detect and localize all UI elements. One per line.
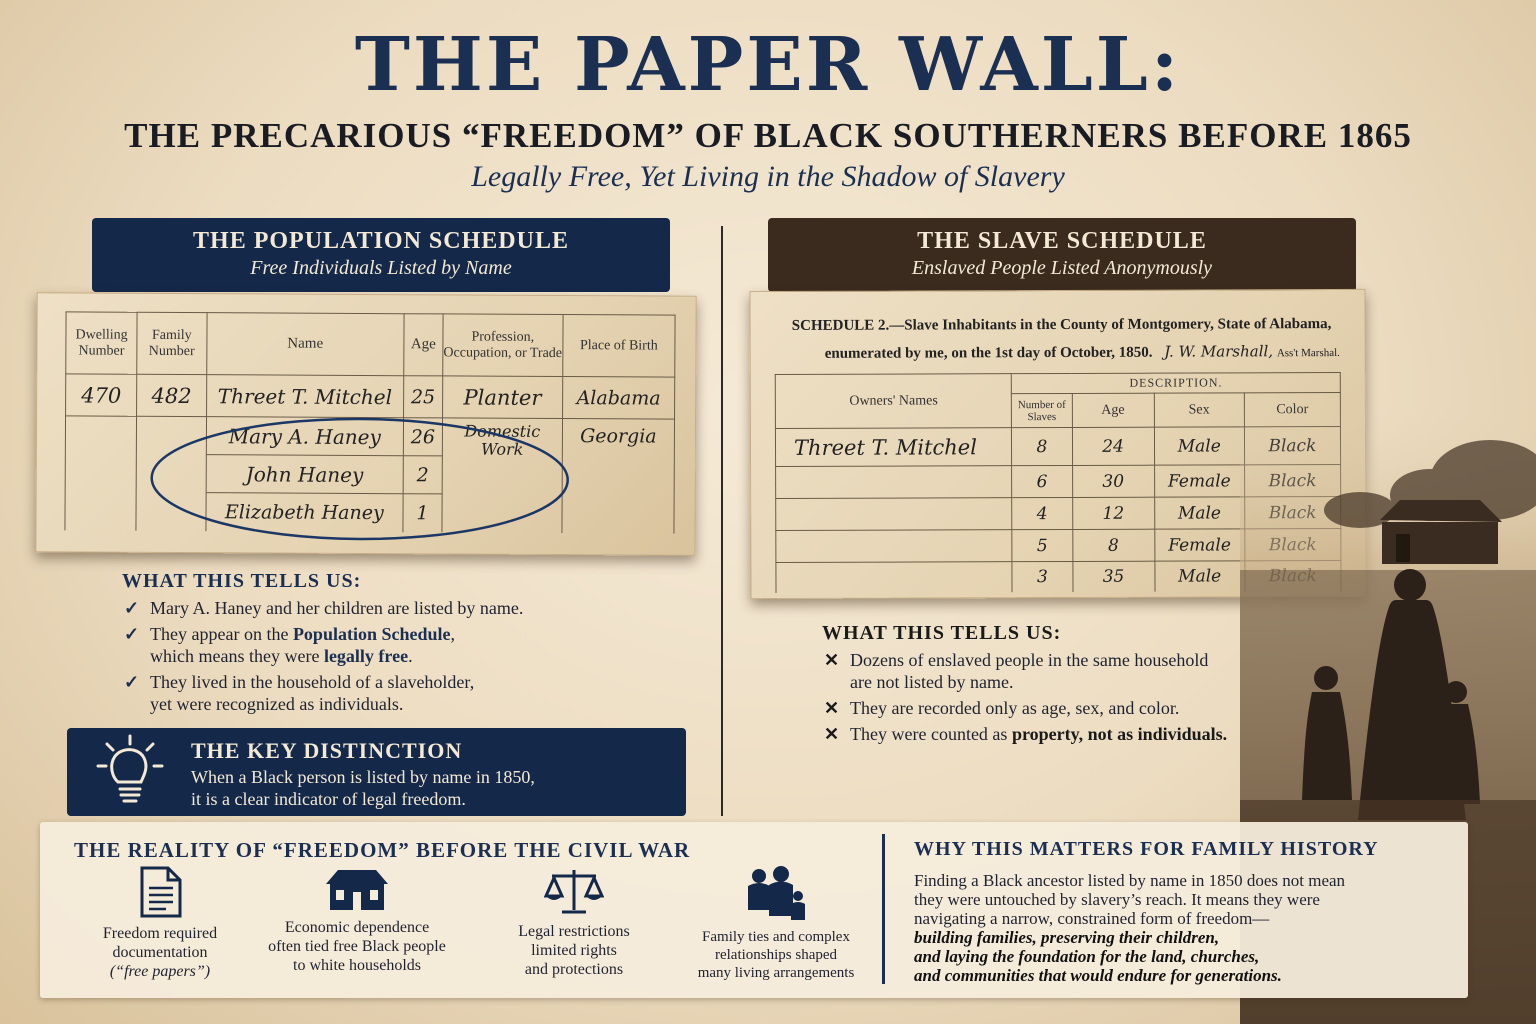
house-icon [322, 866, 392, 912]
slave-title: THE SLAVE SCHEDULE [917, 228, 1207, 254]
population-document [35, 292, 696, 555]
x-icon: ✕ [824, 650, 840, 670]
page-title: THE PAPER WALL: [354, 22, 1182, 108]
cell-sex: Male [1154, 427, 1244, 465]
feature-free-papers [60, 866, 260, 981]
feature-legal-text: Legal restrictions limited rights and protections [518, 923, 630, 978]
highlight-circle [146, 412, 573, 546]
cell-number: 5 [1012, 529, 1072, 561]
cell-age-mitchel: 25 [404, 376, 443, 418]
cell-sex: Male [1154, 497, 1244, 529]
why-body: Finding a Black ancestor listed by name in 1850 does not mean they were untouched by slavery’s reach. It means they were navigating a narrow, constrained form of freedom— [914, 871, 1346, 928]
tells-right-item: ✕ Dozens of enslaved people in the same household are not listed by name. [824, 650, 1209, 692]
header-owners: Owners' Names [775, 374, 1012, 429]
cell-name-elizabeth: Elizabeth Haney [205, 493, 403, 532]
reality-heading: THE REALITY OF “FREEDOM” BEFORE THE CIVIL WAR [74, 838, 691, 862]
slave-heading-line2: enumerated by me, on the 1st day of October, 1850. [824, 344, 1153, 362]
tells-left-item: ✓ Mary A. Haney and her children are listed by name. [124, 598, 524, 618]
cell-age-mary: 26 [403, 418, 442, 456]
feature-economic [252, 866, 462, 975]
feature-family [676, 866, 876, 982]
tells-right-item: ✕ They were counted as property, not as individuals. [824, 724, 1228, 744]
slave-heading-line1: SCHEDULE 2.—Slave Inhabitants in the County of Montgomery, State of Alabama, [791, 316, 1332, 334]
slave-banner [768, 218, 1356, 292]
cell-name-mary: Mary A. Haney [206, 417, 404, 456]
check-icon: ✓ [124, 624, 140, 644]
header-profession: Profession, Occupation, or Trade [443, 314, 563, 377]
lightbulb-icon [95, 734, 165, 810]
cell-age: 24 [1072, 427, 1154, 465]
check-icon: ✓ [124, 672, 140, 692]
cell-age-elizabeth: 1 [403, 494, 442, 532]
header-birth: Place of Birth [563, 315, 675, 378]
cell-age: 8 [1072, 529, 1154, 561]
page-subtitle: THE PRECARIOUS “FREEDOM” OF BLACK SOUTHERNERS BEFORE 1865 [124, 116, 1412, 155]
page-tagline: Legally Free, Yet Living in the Shadow of Slavery [471, 160, 1065, 193]
cell-sex: Male [1155, 561, 1245, 591]
cell-birth-mary: Georgia [562, 419, 675, 534]
cell-family: 482 [137, 374, 206, 416]
x-icon: ✕ [824, 698, 840, 718]
cell-dwelling: 470 [66, 374, 138, 416]
cell-sex: Female [1154, 529, 1244, 561]
cell-age: 35 [1072, 561, 1154, 591]
population-banner [92, 218, 670, 292]
why-it-matters [914, 838, 1454, 985]
cell-number: 3 [1012, 561, 1072, 591]
column-divider [721, 226, 723, 816]
cabin [1380, 500, 1502, 564]
cell-age: 30 [1072, 465, 1154, 497]
population-subtitle: Free Individuals Listed by Name [250, 257, 512, 279]
tells-left-item: ✓ They lived in the household of a slaveholder, yet were recognized as individuals. [124, 672, 475, 714]
check-icon: ✓ [124, 598, 140, 618]
feature-economic-text: Economic dependence often tied free Black people to white households [268, 919, 446, 974]
feature-family-text: Family ties and complex relationships shaped many living arrangements [697, 929, 855, 981]
cell-birth-mitchel: Alabama [562, 377, 674, 420]
header-family: Family Number [137, 312, 207, 374]
why-emphasis: building families, preserving their children, and laying the foundation for the land, churches, and communities that would endure for generations. [914, 928, 1282, 985]
cell-age-john: 2 [403, 456, 442, 494]
header-slave-age: Age [1072, 393, 1154, 427]
key-body: When a Black person is listed by name in 1850, it is a clear indicator of legal freedom. [191, 767, 535, 809]
header-name: Name [206, 313, 404, 376]
marshal-role: Ass't Marshal. [1276, 347, 1340, 360]
key-distinction-box [67, 728, 686, 816]
tells-left-item: ✓ They appear on the Population Schedule, which means they were legally free. [124, 624, 455, 666]
scales-icon [544, 866, 604, 916]
header-description: DESCRIPTION. [1012, 373, 1341, 394]
header-dwelling: Dwelling Number [66, 312, 138, 374]
tells-right-heading: WHAT THIS TELLS US: [822, 622, 1062, 644]
reality-panel [40, 822, 1468, 998]
population-title: THE POPULATION SCHEDULE [193, 228, 569, 254]
cell-name-john: John Haney [206, 455, 404, 494]
cell-profession-mary: Domestic Work [442, 418, 563, 533]
slave-heading-line2-row [825, 342, 1365, 363]
slave-subtitle: Enslaved People Listed Anonymously [911, 257, 1213, 279]
cell-name-mitchel: Threet T. Mitchel [206, 375, 404, 418]
key-title: THE KEY DISTINCTION [191, 738, 463, 763]
header-number: Number of Slaves [1012, 393, 1072, 427]
family-icon [743, 866, 809, 922]
feature-legal [474, 866, 674, 979]
tells-right-item: ✕ They are recorded only as age, sex, and color. [824, 698, 1180, 718]
feature-free-papers-text: Freedom required documentation (“free papers”) [102, 925, 218, 980]
cell-number: 8 [1012, 427, 1072, 465]
cell-age: 12 [1072, 497, 1154, 529]
cell-number: 4 [1012, 497, 1072, 529]
tells-left [122, 570, 642, 719]
cell-profession-mitchel: Planter [442, 376, 562, 419]
why-heading: WHY THIS MATTERS FOR FAMILY HISTORY [914, 838, 1379, 860]
panel-divider [882, 834, 885, 984]
tells-right [822, 622, 1282, 749]
cell-number: 6 [1012, 465, 1072, 497]
tells-left-heading: WHAT THIS TELLS US: [122, 570, 362, 592]
document-icon [136, 866, 184, 918]
marshal-signature: J. W. Marshall, [1164, 342, 1274, 361]
header-age: Age [404, 314, 443, 376]
header-sex: Sex [1154, 393, 1244, 427]
cell-sex: Female [1154, 465, 1244, 497]
cell-owner: Threet T. Mitchel [775, 428, 1012, 467]
x-icon: ✕ [824, 724, 840, 744]
